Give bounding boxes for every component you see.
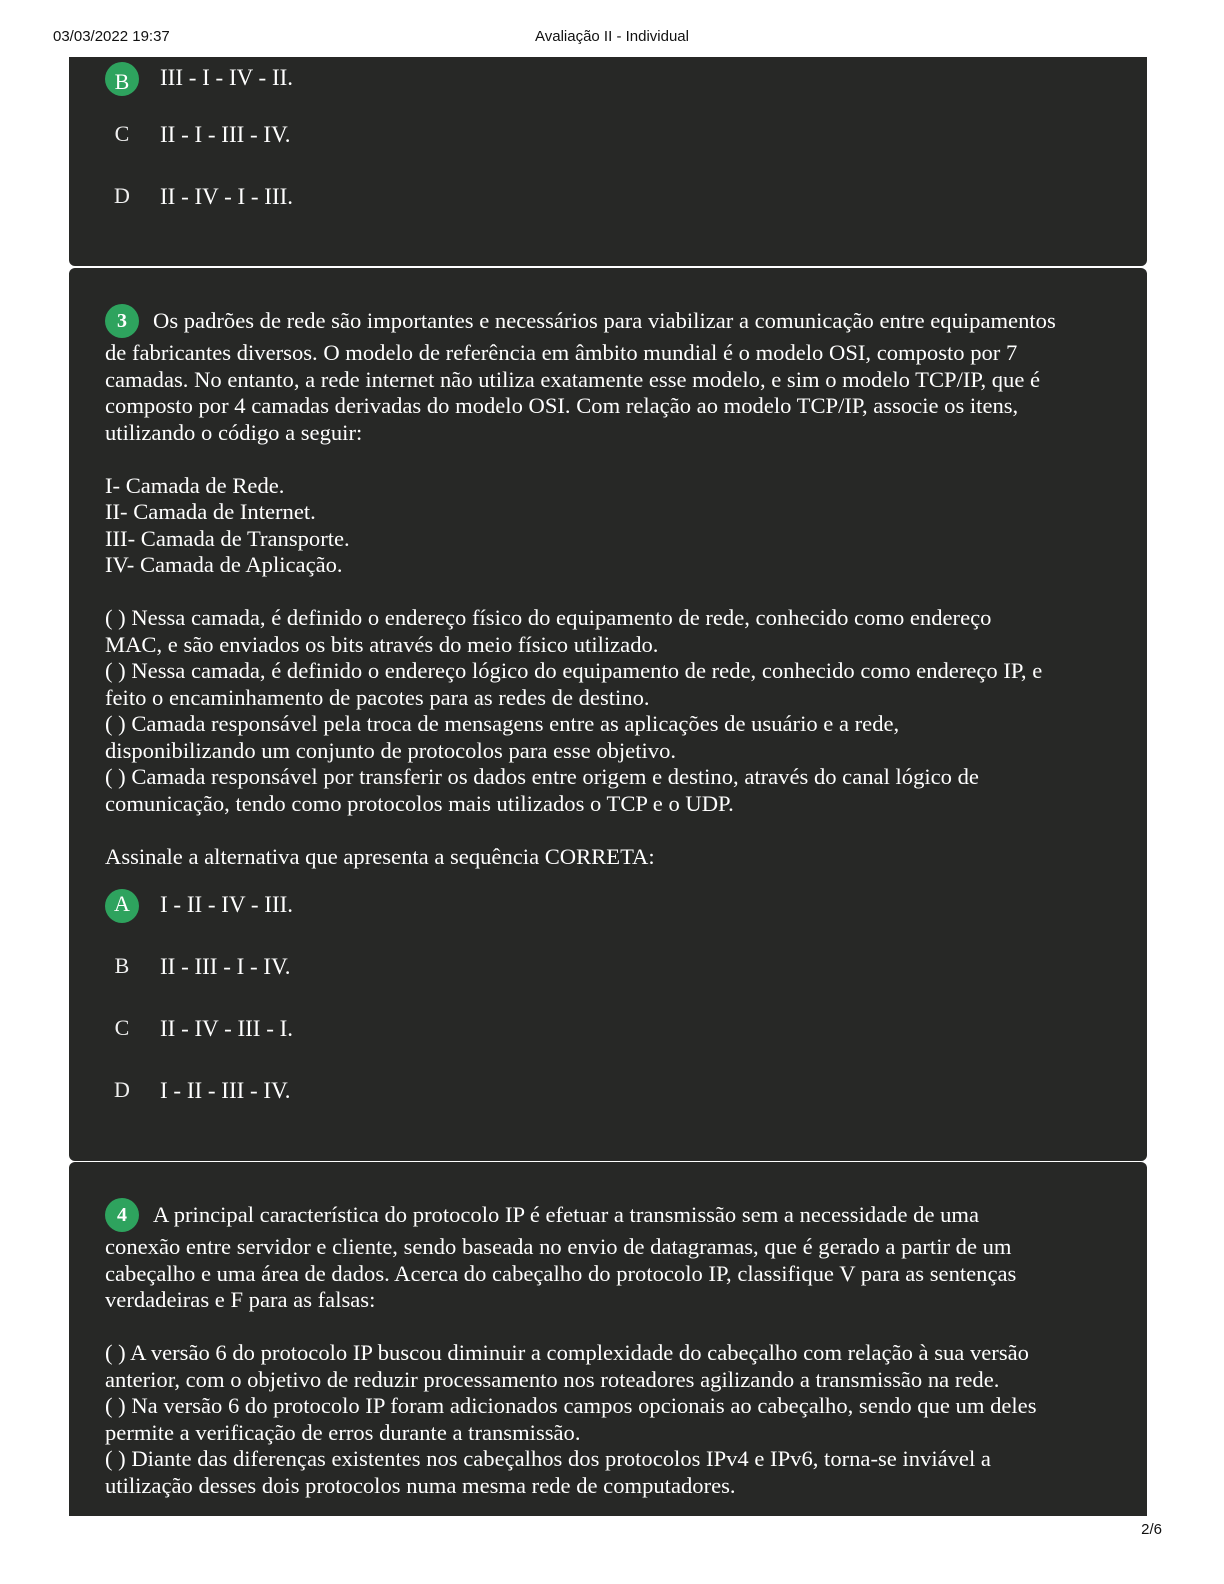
statement-line: permite a verificação de erros durante a transmissão. bbox=[105, 1419, 581, 1445]
option-letter-selected: B bbox=[105, 62, 139, 96]
question-intro-line: camadas. No entanto, a rede internet não utiliza exatamente esse modelo, e sim o modelo TCP/IP, que é bbox=[105, 366, 1041, 392]
option-text: II - IV - I - III. bbox=[160, 184, 294, 209]
option-letter: D bbox=[114, 1077, 130, 1102]
question-intro-line: composto por 4 camadas derivadas do modelo OSI. Com relação ao modelo TCP/IP, associe os itens, bbox=[105, 393, 1019, 418]
statement-line: ( ) Camada responsável pela troca de mensagens entre as aplicações de usuário e a rede, bbox=[105, 711, 900, 736]
question-number-badge: 4 bbox=[105, 1198, 139, 1232]
layer-item: IV- Camada de Aplicação. bbox=[105, 552, 343, 577]
question-prompt: Assinale a alternativa que apresenta a sequência CORRETA: bbox=[105, 843, 655, 869]
question-4-body bbox=[105, 1200, 1115, 1499]
option-b[interactable] bbox=[105, 62, 1105, 96]
statement-line: ( ) Nessa camada, é definido o endereço lógico do equipamento de rede, conhecido como endereço IP, e bbox=[105, 658, 1043, 683]
question-intro-line: verdadeiras e F para as falsas: bbox=[105, 1287, 376, 1312]
option-text: II - III - I - IV. bbox=[160, 954, 291, 979]
statement-line: utilização desses dois protocolos numa mesma rede de computadores. bbox=[105, 1472, 736, 1498]
question-intro-line: 3 Os padrões de rede são importantes e necessários para viabilizar a comunicação entre equipamentos bbox=[105, 306, 1115, 340]
statement-line: anterior, com o objetivo de reduzir processamento nos roteadores agilizando a transmissão na rede. bbox=[105, 1366, 1000, 1392]
question-number-badge: 3 bbox=[105, 304, 139, 338]
statement-line: comunicação, tendo como protocolos mais utilizados o TCP e o UDP. bbox=[105, 790, 734, 816]
option-b[interactable] bbox=[105, 951, 1105, 985]
layer-item: I- Camada de Rede. bbox=[105, 472, 285, 498]
page-header bbox=[0, 28, 1224, 50]
question-2-options-panel bbox=[69, 57, 1147, 266]
option-text: III - I - IV - II. bbox=[160, 65, 294, 90]
option-text: I - II - IV - III. bbox=[160, 892, 294, 917]
layer-item: III- Camada de Transporte. bbox=[105, 525, 350, 551]
option-c[interactable] bbox=[105, 1013, 1105, 1047]
option-text: II - IV - III - I. bbox=[160, 1016, 294, 1041]
option-d[interactable] bbox=[105, 181, 1105, 215]
statement-line: ( ) Camada responsável por transferir os dados entre origem e destino, através do canal lógico de bbox=[105, 764, 979, 789]
layer-item: II- Camada de Internet. bbox=[105, 499, 316, 524]
statement-line: ( ) A versão 6 do protocolo IP buscou diminuir a complexidade do cabeçalho com relação à sua versão bbox=[105, 1340, 1029, 1365]
option-text: I - II - III - IV. bbox=[160, 1078, 291, 1103]
option-letter: D bbox=[114, 183, 130, 208]
option-letter: C bbox=[114, 1015, 130, 1040]
page-number: 2/6 bbox=[1141, 1521, 1162, 1538]
option-c[interactable] bbox=[105, 119, 1105, 153]
document-title: Avaliação II - Individual bbox=[535, 28, 689, 45]
statement-line: ( ) Na versão 6 do protocolo IP foram adicionados campos opcionais ao cabeçalho, sendo que um deles bbox=[105, 1393, 1037, 1418]
option-letter-selected: A bbox=[105, 889, 139, 923]
question-intro-line: utilizando o código a seguir: bbox=[105, 419, 363, 445]
question-3-body bbox=[105, 306, 1115, 870]
statement-line: ( ) Nessa camada, é definido o endereço físico do equipamento de rede, conhecido como endereço bbox=[105, 605, 992, 630]
statement-line: disponibilizando um conjunto de protocolos para esse objetivo. bbox=[105, 737, 677, 763]
option-text: II - I - III - IV. bbox=[160, 122, 291, 147]
statement-line: MAC, e são enviados os bits através do meio físico utilizado. bbox=[105, 631, 659, 657]
statement-line: feito o encaminhamento de pacotes para as redes de destino. bbox=[105, 684, 650, 710]
option-d[interactable] bbox=[105, 1075, 1105, 1109]
question-3-panel bbox=[69, 268, 1147, 1161]
statement-line: ( ) Diante das diferenças existentes nos cabeçalhos dos protocolos IPv4 e IPv6, torna-se inviável a bbox=[105, 1446, 991, 1471]
question-intro-line: cabeçalho e uma área de dados. Acerca do cabeçalho do protocolo IP, classifique V para as sentenças bbox=[105, 1260, 1017, 1286]
question-intro-line: de fabricantes diversos. O modelo de referência em âmbito mundial é o modelo OSI, composto por 7 bbox=[105, 340, 1018, 365]
question-intro-line: 4 A principal característica do protocolo IP é efetuar a transmissão sem a necessidade de uma bbox=[105, 1200, 1115, 1234]
question-4-panel bbox=[69, 1162, 1147, 1516]
question-intro-line: conexão entre servidor e cliente, sendo baseada no envio de datagramas, que é gerado a partir de um bbox=[105, 1234, 1012, 1259]
option-letter: B bbox=[114, 953, 130, 978]
print-date: 03/03/2022 19:37 bbox=[53, 28, 170, 45]
option-letter: C bbox=[114, 121, 130, 146]
option-a[interactable] bbox=[105, 889, 1105, 923]
